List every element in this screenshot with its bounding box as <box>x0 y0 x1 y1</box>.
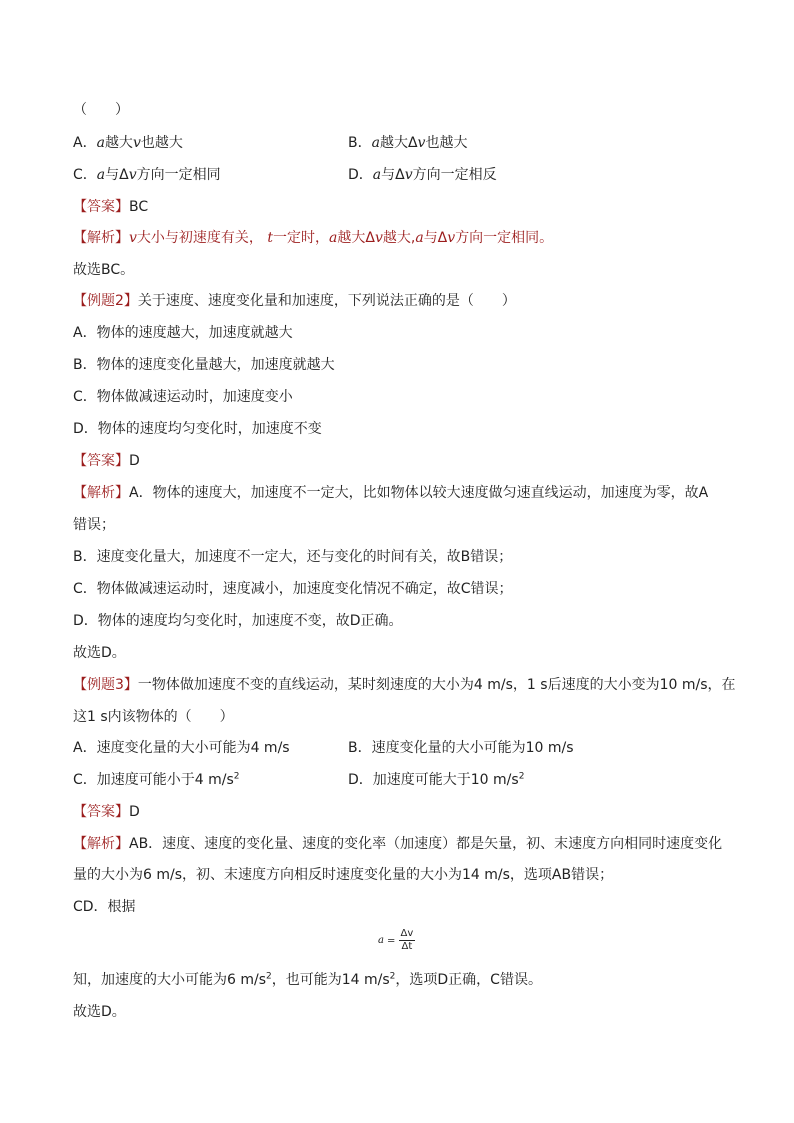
answer-label: 【答案】 <box>73 804 129 820</box>
q2-analysis-line1: 【解析】A．物体的速度大，加速度不一定大，比如物体以较大速度做匀速直线运动，加速度为零，故A <box>73 485 709 501</box>
q3-stem-line2: 这1 s内该物体的（ ） <box>73 709 234 725</box>
q2-analysis-c: C．物体做减速运动时，速度减小，加速度变化情况不确定，故C错误； <box>73 581 513 597</box>
q2-stem: 【例题2】关于速度、速度变化量和加速度，下列说法正确的是（ ） <box>73 293 516 309</box>
q3-answer: 【答案】D <box>73 804 140 820</box>
acceleration-formula: a = $\frac{\Delta v}{\Delta t}$ <box>378 928 414 952</box>
q3-option-d: D．加速度可能大于10 $m/s^2$ <box>348 771 525 788</box>
q2-option-d: D．物体的速度均匀变化时，加速度不变 <box>73 421 322 437</box>
q3-option-c: C．加速度可能小于4 $m/s^2$ <box>73 771 240 788</box>
example-label: 【例题2】 <box>73 293 138 309</box>
q2-analysis-b: B．速度变化量大，加速度不一定大，还与变化的时间有关，故B错误； <box>73 549 513 565</box>
q2-answer: 【答案】D <box>73 453 140 469</box>
q2-option-b: B．物体的速度变化量越大，加速度就越大 <box>73 357 335 373</box>
q1-option-c: C．a与Δv方向一定相同 <box>73 167 221 183</box>
q1-option-b: B．a越大Δv也越大 <box>348 135 468 151</box>
q3-option-a: A．速度变化量的大小可能为4 m/s <box>73 740 290 756</box>
q1-analysis: 【解析】v大小与初速度有关， t一定时，a越大Δv越大,a与Δv方向一定相同。 <box>73 230 554 246</box>
q1-conclusion: 故选BC。 <box>73 262 135 278</box>
q1-paren: （ ） <box>73 102 129 118</box>
q2-option-c: C．物体做减速运动时，加速度变小 <box>73 389 293 405</box>
q1-answer: 【答案】BC <box>73 199 149 215</box>
analysis-label: 【解析】 <box>73 230 129 246</box>
answer-label: 【答案】 <box>73 199 129 215</box>
q2-analysis-d: D．物体的速度均匀变化时，加速度不变，故D正确。 <box>73 613 403 629</box>
q3-stem-line1: 【例题3】一物体做加速度不变的直线运动，某时刻速度的大小为4 m/s，1 s后速度的大小变为10 m/s，在 <box>73 677 736 693</box>
q3-option-b: B．速度变化量的大小可能为10 m/s <box>348 740 574 756</box>
q3-analysis-line3: CD．根据 <box>73 899 136 915</box>
q1-option-a: A．a越大v也越大 <box>73 135 183 151</box>
q3-analysis-line2: 量的大小为6 m/s，初、末速度方向相反时速度变化量的大小为14 m/s，选项AB错误； <box>73 867 614 883</box>
answer-label: 【答案】 <box>73 453 129 469</box>
q2-option-a: A．物体的速度越大，加速度就越大 <box>73 325 293 341</box>
q1-option-d: D．a与Δv方向一定相反 <box>348 167 497 183</box>
example-label: 【例题3】 <box>73 677 138 693</box>
q3-analysis-line1: 【解析】AB．速度、速度的变化量、速度的变化率（加速度）都是矢量，初、末速度方向相同时速度变化 <box>73 836 723 852</box>
q3-analysis-line4: 知，加速度的大小可能为6 $m/s^2$，也可能为14 $m/s^2$，选项D正确，C错误。 <box>73 971 542 988</box>
q2-analysis-line2: 错误； <box>73 517 115 533</box>
analysis-label: 【解析】 <box>73 836 129 852</box>
analysis-label: 【解析】 <box>73 485 129 501</box>
q2-conclusion: 故选D。 <box>73 645 126 661</box>
q3-conclusion: 故选D。 <box>73 1004 126 1020</box>
